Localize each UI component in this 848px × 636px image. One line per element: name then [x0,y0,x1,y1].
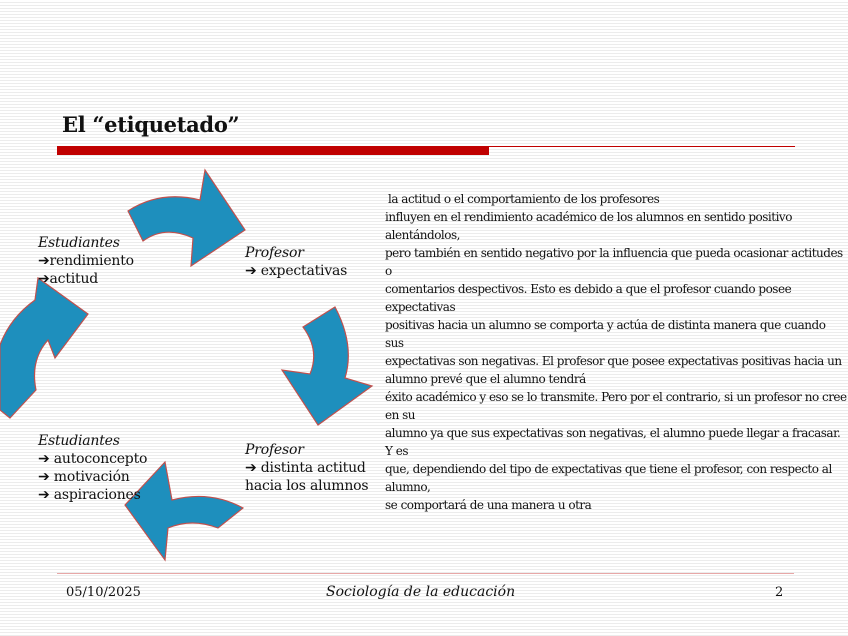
paragraph-line: comentarios despectivos. Esto es debido a que el profesor cuando posee expectativas [385,282,792,314]
paragraph-line: se comportará de una manera u otra [385,498,592,512]
node-line: ➔ motivación [38,469,130,485]
node-head: Profesor [245,442,304,458]
node-head: Estudiantes [38,433,120,449]
footer-course: Sociología de la educación [326,584,516,600]
node-teacher-top [245,244,347,280]
node-teacher-bottom [245,441,368,495]
node-line: ➔ expectativas [245,263,348,279]
paragraph-line: éxito académico y eso se lo transmite. Pero por el contrario, si un profesor no cree en su [385,390,847,422]
cycle-arrow-top [128,170,245,266]
paragraph-line: que, dependiendo del tipo de expectativas que tiene el profesor, con respecto al alumno, [385,462,832,494]
cycle-arrow-left [0,278,88,418]
paragraph-line: la actitud o el comportamiento de los profesores [388,192,660,206]
node-head: Profesor [245,245,304,261]
node-line: ➔ distinta actitud [245,460,366,476]
paragraph-line: alumno ya que sus expectativas son negativas, el alumno puede llegar a fracasar. Y es [385,426,841,458]
paragraph-line: pero también en sentido negativo por la influencia que pueda ocasionar actitudes o [385,246,843,278]
paragraph-line: positivas hacia un alumno se comporta y actúa de distinta manera que cuando sus [385,318,826,350]
node-line: ➔ aspiraciones [38,487,141,503]
footer-divider [57,573,794,574]
node-line: hacia los alumnos [245,478,369,494]
node-line: ➔ autoconcepto [38,451,148,467]
cycle-arrow-right [282,307,372,425]
paragraph-line: influyen en el rendimiento académico de los alumnos en sentido positivo alentándolos, [385,210,792,242]
node-students-top [38,234,134,288]
node-line: ➔actitud [38,271,99,287]
paragraph-line: expectativas son negativas. El profesor que posee expectativas positivas hacia un alumno prevé que el alumno tendrá [385,354,842,386]
footer-page-number: 2 [775,585,784,600]
body-paragraph [385,190,847,514]
slide-title: El “etiquetado” [62,112,240,137]
node-students-bottom [38,432,147,504]
node-line: ➔rendimiento [38,253,134,269]
footer-date: 05/10/2025 [66,585,141,600]
node-head: Estudiantes [38,235,120,251]
